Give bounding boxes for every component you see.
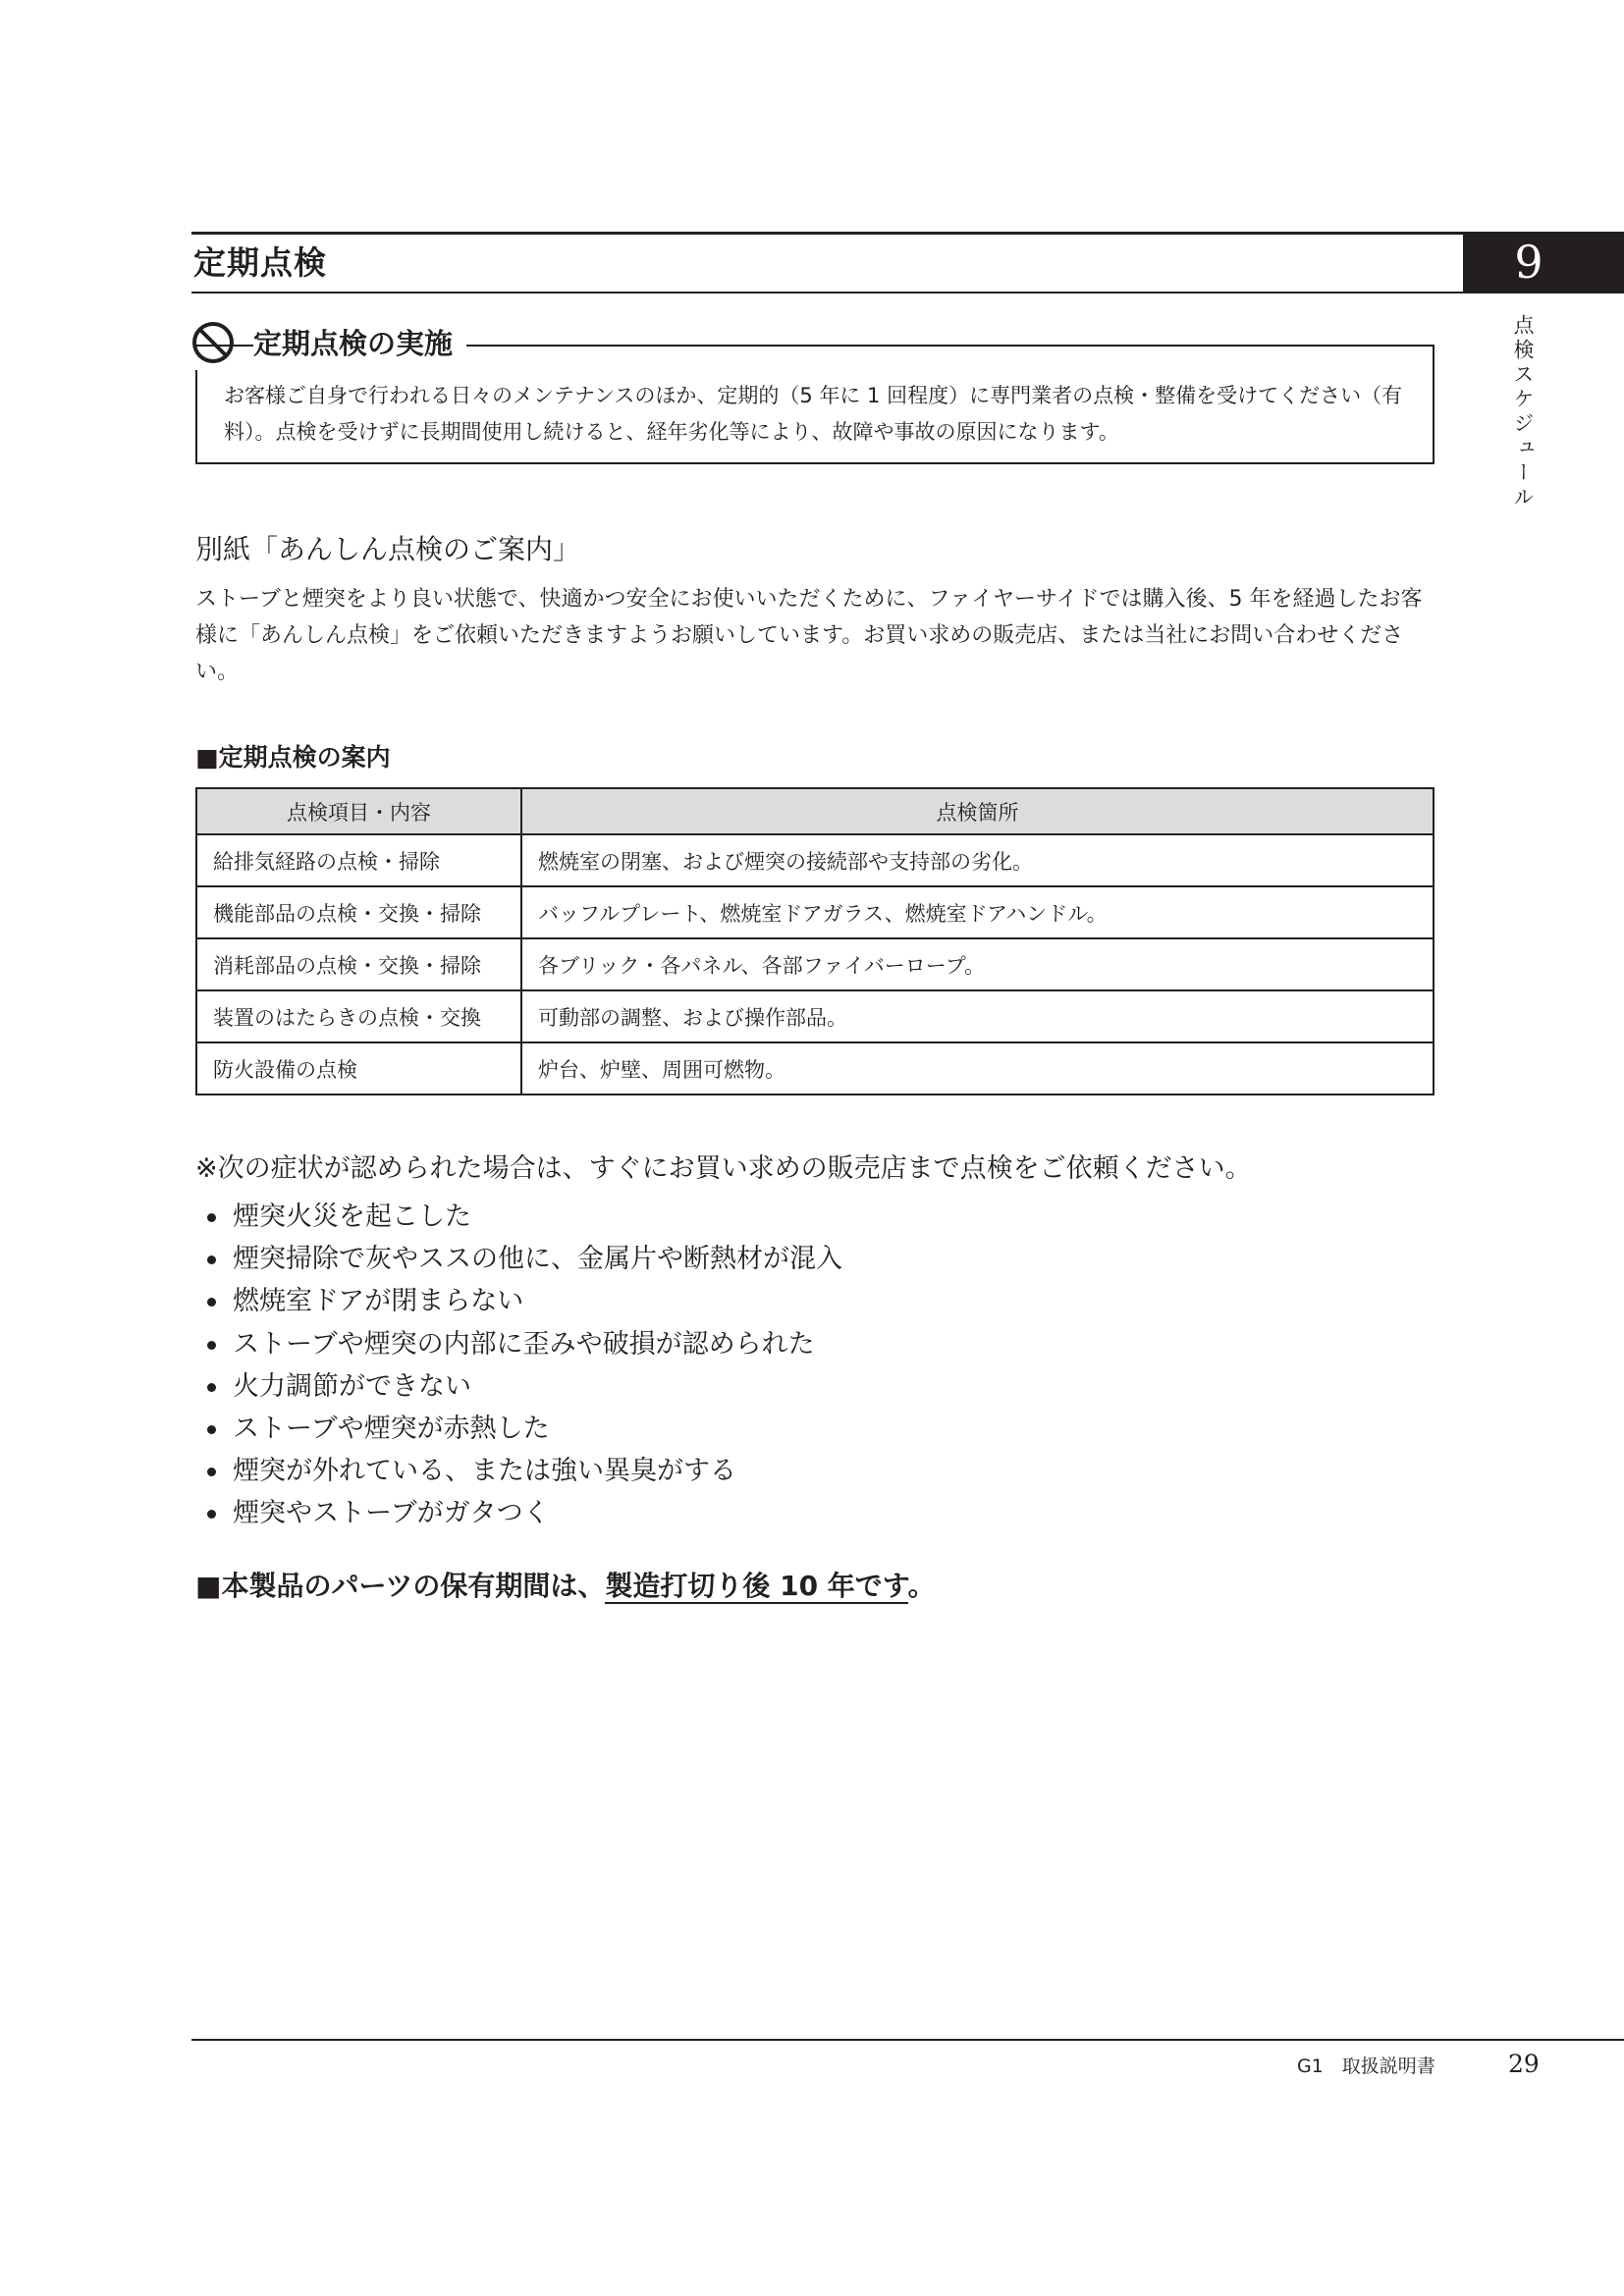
- symptoms-list: [195, 1196, 842, 1535]
- table-row: [196, 990, 1434, 1042]
- table-cell-item: 防火設備の点検: [196, 1042, 521, 1095]
- inspection-guide-heading: ■定期点検の案内: [195, 743, 391, 772]
- table-header-row: [196, 788, 1434, 834]
- table-cell-location: 燃焼室の閉塞、および煙突の接続部や支持部の劣化。: [521, 834, 1434, 886]
- table-row: [196, 886, 1434, 938]
- prohibition-icon: [191, 321, 235, 364]
- table-cell-item: 装置のはたらきの点検・交換: [196, 990, 521, 1042]
- list-item: 燃焼室ドアが閉まらない: [195, 1280, 842, 1322]
- column-header-location: 点検箇所: [521, 788, 1434, 834]
- caution-text: お客様ご自身で行われる日々のメンテナンスのほか、定期的（5 年に 1 回程度）に専門業者の点検・整備を受けてください（有料）。点検を受けずに長期間使用し続けると、経年劣化等により、故障や事故の原因になります。: [224, 384, 1403, 444]
- chapter-side-tab: 点検スケジュール: [1511, 314, 1535, 510]
- list-item: 煙突が外れている、または強い異臭がする: [195, 1450, 842, 1492]
- table-row: [196, 938, 1434, 990]
- chapter-number-badge: 9: [1463, 232, 1624, 294]
- footer-rule: [191, 2039, 1624, 2041]
- list-item: ストーブや煙突の内部に歪みや破損が認められた: [195, 1323, 842, 1365]
- table-cell-item: 消耗部品の点検・交換・掃除: [196, 938, 521, 990]
- symptoms-note: ※次の症状が認められた場合は、すぐにお買い求めの販売店まで点検をご依頼ください。: [195, 1153, 1252, 1184]
- column-header-item: 点検項目・内容: [196, 788, 521, 834]
- header-rule-top: [191, 232, 1463, 235]
- table-cell-item: 機能部品の点検・交換・掃除: [196, 886, 521, 938]
- inspection-guide-table: [195, 787, 1435, 1095]
- caution-title: 定期点検の実施: [253, 324, 466, 363]
- leaflet-body: ストーブと煙突をより良い状態で、快適かつ安全にお使いいただくために、ファイヤーサイドでは購入後、5 年を経過したお客様に「あんしん点検」をご依頼いただきますようお願いしています。お買い求めの販売店、または当社にお問い合わせください。: [195, 587, 1423, 684]
- header-rule-bottom: [191, 292, 1463, 294]
- parts-retention-suffix: 。: [907, 1570, 936, 1602]
- list-item: 煙突やストーブがガタつく: [195, 1492, 842, 1534]
- table-cell-location: 各ブリック・各パネル、各部ファイバーロープ。: [521, 938, 1434, 990]
- leaflet-heading: 別紙「あんしん点検のご案内」: [195, 533, 581, 565]
- list-item: 煙突火災を起こした: [195, 1196, 842, 1238]
- list-item: 火力調節ができない: [195, 1365, 842, 1408]
- parts-retention-statement: [195, 1565, 936, 1608]
- page-number: 29: [1508, 2050, 1540, 2078]
- table-cell-location: バッフルプレート、燃焼室ドアガラス、燃焼室ドアハンドル。: [521, 886, 1434, 938]
- table-cell-location: 可動部の調整、および操作部品。: [521, 990, 1434, 1042]
- list-item: ストーブや煙突が赤熱した: [195, 1408, 842, 1450]
- footer-document-title: G1 取扱説明書: [1297, 2056, 1435, 2077]
- parts-retention-prefix: ■本製品のパーツの保有期間は、: [195, 1570, 606, 1602]
- table-cell-item: 給排気経路の点検・掃除: [196, 834, 521, 886]
- table-row: [196, 834, 1434, 886]
- list-item: 煙突掃除で灰やススの他に、金属片や断熱材が混入: [195, 1238, 842, 1280]
- table-cell-location: 炉台、炉壁、周囲可燃物。: [521, 1042, 1434, 1095]
- page-title: 定期点検: [193, 243, 327, 282]
- parts-retention-period: 製造打切り後 10 年です: [605, 1570, 908, 1602]
- table-row: [196, 1042, 1434, 1095]
